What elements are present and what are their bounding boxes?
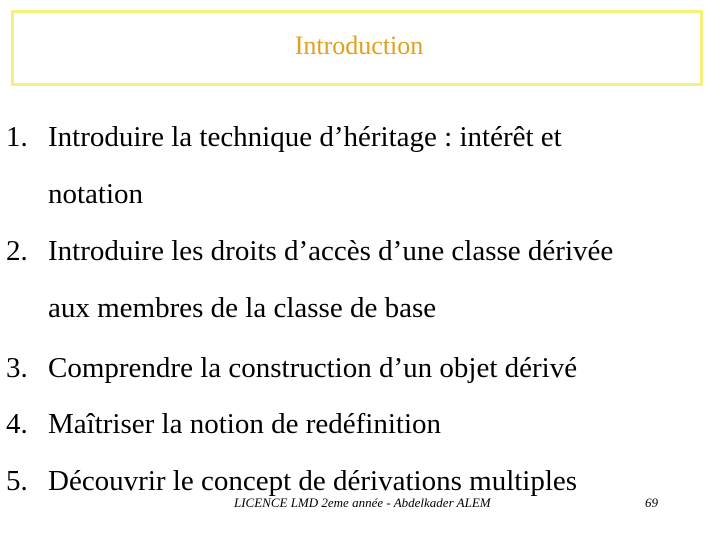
list-item-number: 2. (6, 235, 28, 267)
list-item-3 (6, 351, 577, 385)
list-item-1 (6, 120, 562, 154)
list-item-text: Introduire les droits d’accès d’une classe dérivée (48, 235, 614, 267)
title-box (11, 10, 703, 86)
list-item-4 (6, 407, 441, 441)
list-item-1-continuation: notation (48, 178, 144, 210)
list-item-number: 1. (6, 121, 28, 153)
list-item-text: Introduire la technique d’héritage : intérêt et (48, 121, 562, 153)
footer-text: LICENCE LMD 2eme année - Abdelkader ALEM (234, 495, 491, 510)
list-item-number: 4. (6, 408, 28, 440)
list-item-number: 5. (6, 465, 28, 497)
list-item-number: 3. (6, 352, 28, 384)
slide-title: Introduction (294, 31, 424, 60)
page-number: 69 (645, 495, 658, 510)
list-item-text: Comprendre la construction d’un objet dérivé (48, 352, 578, 384)
list-item-text: Découvrir le concept de dérivations multiples (48, 465, 578, 497)
list-item-5 (6, 464, 577, 498)
list-item-text: Maîtriser la notion de redéfinition (48, 408, 442, 440)
list-item-2 (6, 234, 613, 268)
list-item-2-continuation: aux membres de la classe de base (48, 292, 437, 324)
